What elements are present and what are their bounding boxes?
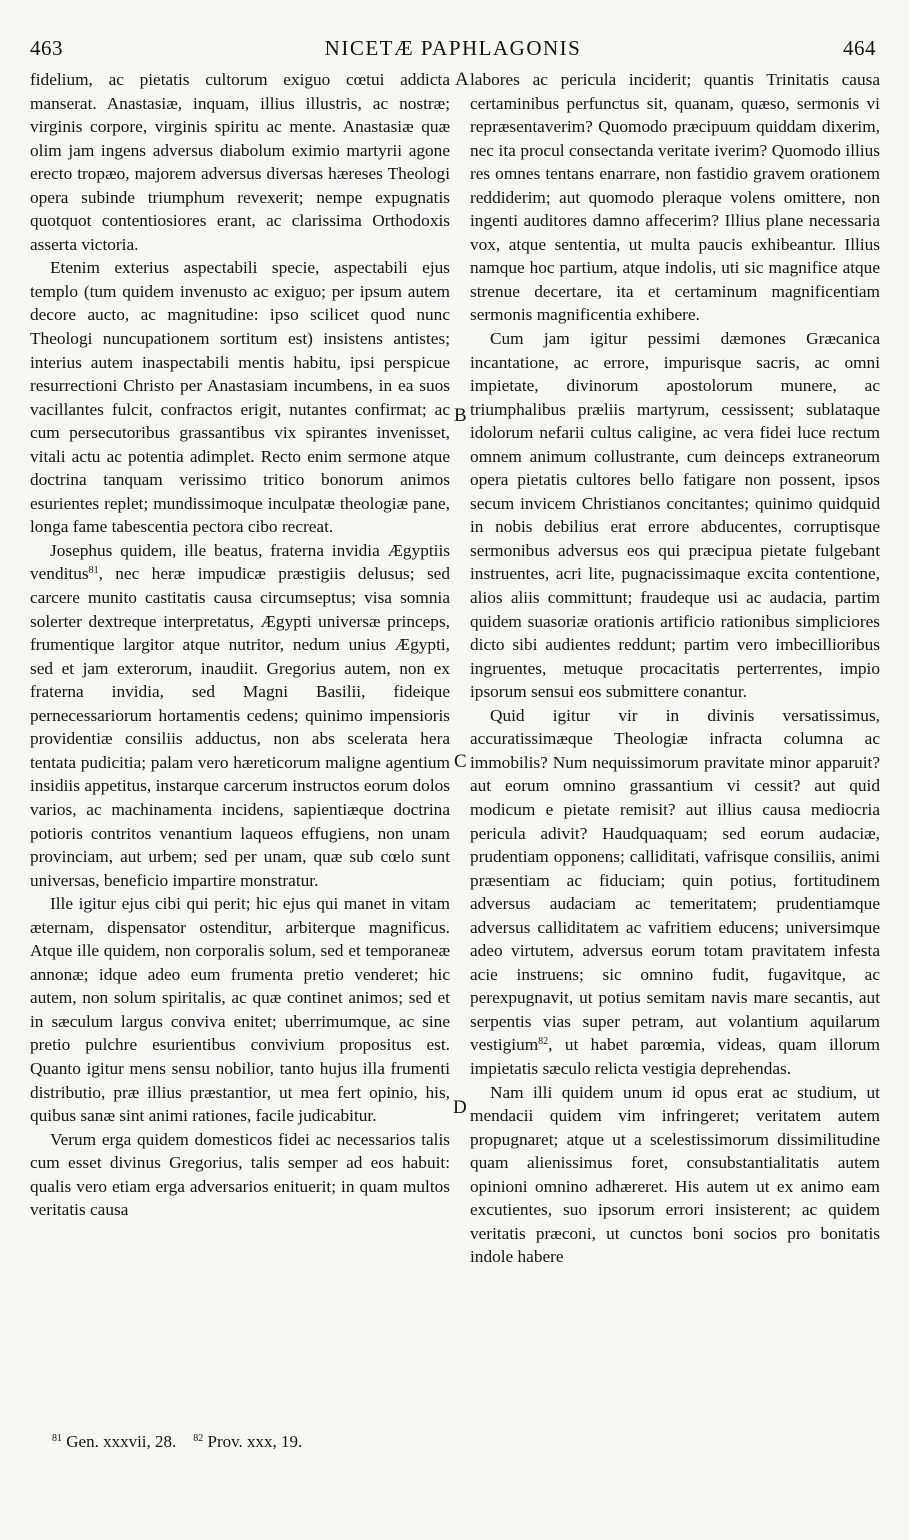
paragraph: Cum jam igitur pessimi dæmones Græcanica incantatione, ac errore, impurisque sacris, ac omni impietate, divinorum apostolorum munere, ac triumphalibus præliis martyrum, cessissent; sublataque idolorum nefarii cultus caligine, ac vera fidei luce rectum omnem animum collustrante, cum deinceps extraneorum opera pietatis cultores bello fatigare non possent, ipsos secum invicem Christianos concitantes; quinimo quidquid in nobis debilius erat errore abducentes, corruptisque sermonibus adversus eos qui præcipua pietate fulgebant instruentes, acri lite, pugnacissimaque excita contentione, alios aliis committunt; fraudeque usi ac audacia, partim quidem suasoriæ orationis artificio rationibus simpliciores dicto sibi audientes reddunt; partim vero imbecillioribus ingruentes, metuque procacitatis perterrentes, impio ipsorum sensui eos submittere conantur. [470, 329, 880, 702]
margin-marker-b: B [454, 405, 467, 426]
footnotes [52, 1432, 302, 1452]
paragraph: Josephus quidem, ille beatus, fraterna invidia Ægyptiis venditus$^{81}$, nec heræ impudicæ præstigiis delusus; sed carcere munito castitatis causa circumseptus; visa somnia solerter dextreque interpretatus, Ægypti universæ princeps, frumentique largitor atque nutritor, nedum unius Ægypti, sed et jam exterorum, inaudiit. Gregorius autem, non ex fraterna invidia, sed Magni Basilii, fideique pernecessariorum hortamentis cedens; quinimo impensioris providentiæ consiliis adductus, non abs scelerata hera tentata pudicitia; palam vero hæreticorum maligne agentium insidiis appetitus, instarque carcerum instructos eorum dolos varios, ac machinamenta incidens, sapientiæque doctrina potioris contritos venantium laqueos effugiens, non unam provinciam, aut urbem; sed per unam, quæ sub cœlo sunt universas, beneficio impartire monstratur. [30, 540, 450, 890]
page-number-left: 463 [30, 36, 63, 60]
footnote-ref: 81 [88, 565, 99, 577]
running-header [30, 36, 876, 68]
paragraph: Etenim exterius aspectabili specie, aspectabili ejus templo (tum quidem invenusto ac exiguo; per ipsum autem decore aucto, ac magnitudine: ipso scilicet quod nunc Theologi nuncupationem sortitum est) insistens antistes; interius autem inaspectabili mentis habitu, ipsi perspicue resurrectioni Christo per Anastasiam incumbens, in ea suos vacillantes fulcit, confractos erigit, nutantes confirmat; ac cum persecutoribus grassantibus vix spirantes invenisset, vitali actu ac potentia adimplet. Recto enim sermone atque doctrina tanquam verissimo tritico bonorum animos esurientes replet; mundissimoque inculpatæ theologiæ pane, longa fame tabescentia pectora cibo recreat. [30, 258, 450, 537]
margin-marker-d: D [453, 1097, 467, 1118]
footnote-82: $^{82}$ Prov. xxx, 19. [193, 1432, 303, 1451]
paragraph: Ille igitur ejus cibi qui perit; hic ejus qui manet in vitam æternam, dispensator ostenditur, arbiterque magnificus. Atque ille quidem, non corporalis solum, sed et temporaneæ annonæ; idque adeo eum frumenta pretio venderet; hic autem, non solum spiritalis, ac quæ continet animos; sed et in sæculum largus conviva enitet; uberrimumque, ac sine pretio pulchre esurientibus convivium propositus est. Quanto igitur mens sensu nobilior, tanto hujus illa frumenti distributio, præ illius præstantior, ut mea fert opinio, his, quibus sanæ sint animi rationes, facile judicabitur. [30, 894, 450, 1126]
margin-marker-c: C [454, 751, 467, 772]
footnote-ref: 82 [538, 1036, 549, 1048]
paragraph: Nam illi quidem unum id opus erat ac studium, ut mendacii quidem vim infringeret; veritatem autem propugnaret; atque ut a scelestissimorum dissimilitudine quam alienissimus foret, consubstantialitatis autem opinioni omnino adhæreret. His autem ut ex animo eam excutientes, suo ipsorum errori insisterent; ac quidem veritatis præconi, ut cunctos boni socios pro bonitatis indole habere [470, 1082, 880, 1267]
right-column [470, 68, 880, 1269]
paragraph: Verum erga quidem domesticos fidei ac necessarios talis cum esset divinus Gregorius, talis semper ad eos habuit: qualis vero etiam erga adversarios enituerit; in quam multos veritatis causa [30, 1129, 450, 1220]
margin-marker-a: A [455, 69, 469, 90]
left-column [30, 68, 450, 1222]
paragraph: labores ac pericula inciderit; quantis Trinitatis causa certaminibus perfunctus sit, quanam, quæso, sermonis vi repræsentaverim? Quomodo præcipuum quiddam dixerim, nec ita procul consectanda veritate iverim? Quomodo illius res omnes tentans enarrare, non fastidio gravem orationem reddiderim; aut quomodo pleraque volens omittere, non ingenti auditores damno affecerim? Illius plane necessaria vox, atque sententia, ut multa paucis exhibeantur. Illius namque hoc partium, atque indolis, uti sic magnifice atque strenue decertare, ita et certaminum magnificentiam sermonis magnificentia exhibere. [470, 70, 880, 325]
paragraph: fidelium, ac pietatis cultorum exiguo cœtui addicta manserat. Anastasiæ, inquam, illius illustris, ac nostræ; virginis corpore, virginis spiritu ac mente. Anastasiæ quæ olim jam ingens adversus diabolum eximio martyrii agone erecto tropæo, majorem adversus diversas hæreses Theologi opera subinde triumphum revexerit; nempe expugnatis quotquot contentiosiores erant, ac clarissima Orthodoxis asserta victoria. [30, 70, 450, 254]
footnote-81: $^{81}$ Gen. xxxvii, 28. [52, 1432, 177, 1451]
page-number-right: 464 [843, 36, 876, 60]
running-title: NICETÆ PAPHLAGONIS [324, 36, 582, 60]
paragraph: Quid igitur vir in divinis versatissimus, accuratissimæque Theologiæ infracta columna ac immobilis? Num nequissimorum pravitate minor apparuit? aut eorum omnino grassantium vi cessit? aut quid modicum e pietate remisit? aut illius causa mediocria pericula adivit? Haudquaquam; sed eorum audaciæ, prudentiam opponens; calliditati, vafrisque consiliis, animi præsentiam ac fiduciam; quin potius, fortitudinem adversus audaciam ac temeritatem; prudentiamque adversus calliditatem ac vafritiem educens; universimque adeo virtutem, adversus eorum totam pravitatem infesta acie instruens; sic omnino fudit, fugavitque, ac perexpugnavit, ut potius semitam navis mare secantis, aut serpentis vias super petram, aut volantium aquilarum vestigium$^{82}$, ut habet parœmia, videas, quam illorum impietatis sæculo relicta vestigia deprehendas. [470, 705, 880, 1078]
